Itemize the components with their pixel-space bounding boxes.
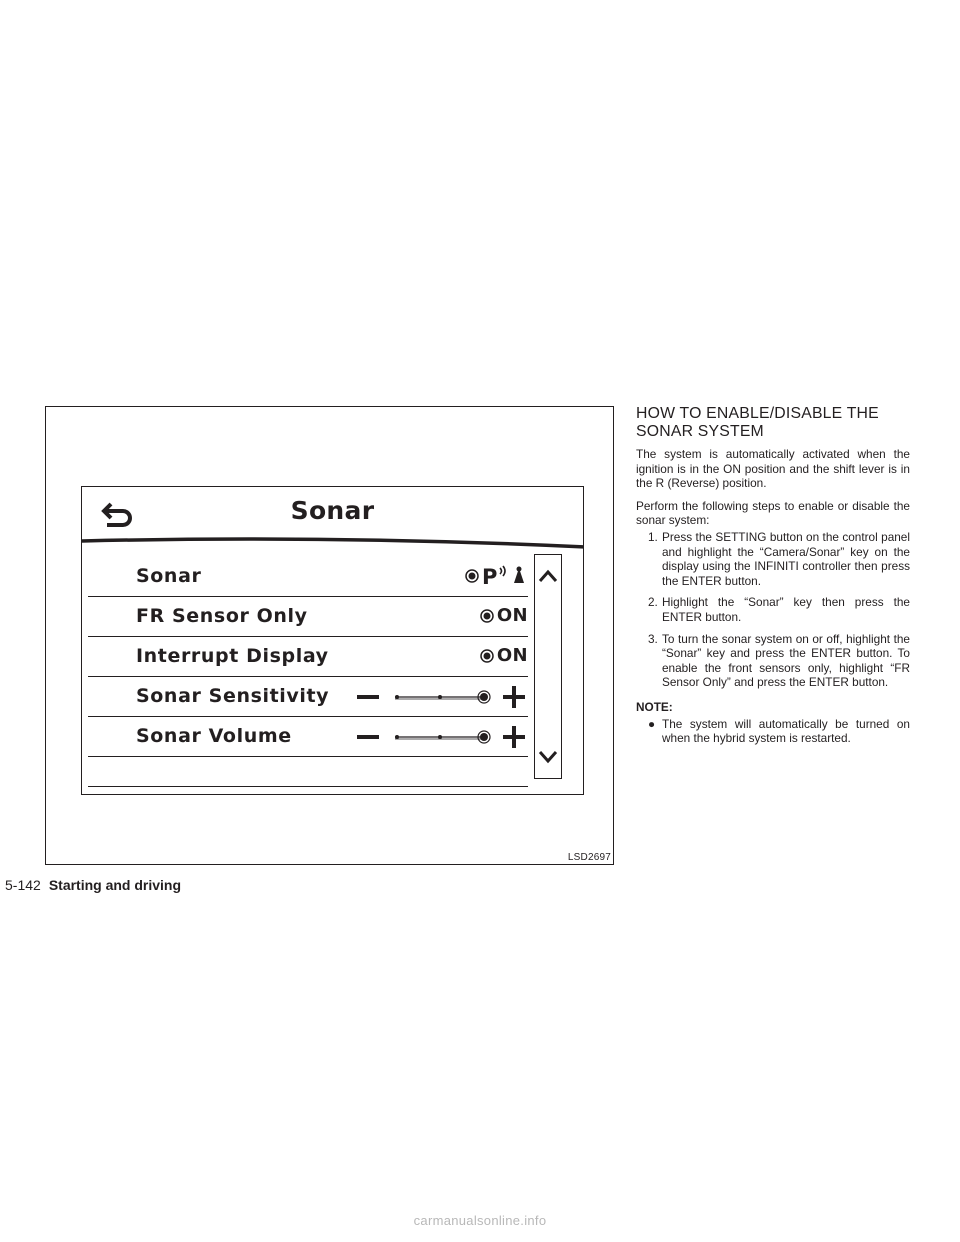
scroll-bar[interactable] xyxy=(534,554,562,779)
interrupt-display-indicator xyxy=(480,645,528,666)
parking-sonar-icon xyxy=(482,565,528,587)
note-item xyxy=(636,717,910,746)
intro-paragraph: The system is automatically activated when the ignition is in the ON position and the shift lever is in the R (Reverse) position. xyxy=(636,447,910,491)
page-number: 5-142 xyxy=(5,877,41,893)
radio-selected-icon xyxy=(465,569,479,583)
sonar-indicator xyxy=(465,565,528,587)
figure-code: LSD2697 xyxy=(567,852,611,863)
menu-label: Sonar xyxy=(136,565,202,587)
minus-icon xyxy=(357,735,379,739)
svg-text:P: P xyxy=(482,565,498,587)
bullet-icon: ● xyxy=(648,716,656,731)
page-footer xyxy=(5,877,181,893)
step-item xyxy=(636,595,910,624)
chevron-down-icon[interactable] xyxy=(538,750,558,764)
steps-intro-paragraph: Perform the following steps to enable or disable the sonar system: xyxy=(636,498,910,528)
step-text: To turn the sonar system on or off, highlight the “Sonar” key and press the ENTER button. To enable the front sensors only, highlight “FR Sensor Only” and press the ENTER button. xyxy=(662,631,910,690)
menu-label: Sonar Sensitivity xyxy=(136,685,330,707)
sonar-settings-figure xyxy=(45,406,614,865)
step-item xyxy=(636,530,910,588)
step-text: Press the SETTING button on the control panel and highlight the “Camera/Sonar” key on the display using the INFINITI controller then press the ENTER button. xyxy=(662,529,910,588)
menu-row-fr-sensor-only[interactable] xyxy=(88,597,528,637)
on-status: ON xyxy=(496,645,528,666)
menu-label: Sonar Volume xyxy=(136,725,292,747)
step-text: Highlight the “Sonar” key then press the ENTER button. xyxy=(662,595,910,624)
on-status: ON xyxy=(496,605,528,626)
section-heading: HOW TO ENABLE/DISABLE THE SONAR SYSTEM xyxy=(636,405,879,440)
step-number: 2. xyxy=(648,595,658,610)
menu-row-sonar-volume[interactable] xyxy=(88,717,528,757)
chevron-up-icon[interactable] xyxy=(538,569,558,583)
menu-label: Interrupt Display xyxy=(136,645,329,667)
volume-slider[interactable] xyxy=(353,723,528,751)
menu-row-sonar[interactable] xyxy=(88,557,528,597)
screen-header xyxy=(82,487,583,551)
steps-list xyxy=(636,530,910,690)
step-number: 1. xyxy=(648,529,658,544)
step-item xyxy=(636,632,910,690)
menu-row-sonar-sensitivity[interactable] xyxy=(88,677,528,717)
section-name: Starting and driving xyxy=(48,877,182,893)
text-column xyxy=(636,405,910,746)
minus-icon xyxy=(357,695,379,699)
radio-selected-icon xyxy=(480,649,494,663)
header-divider xyxy=(82,531,584,555)
menu-list xyxy=(88,557,528,787)
note-label: NOTE: xyxy=(636,699,673,714)
sensitivity-slider[interactable] xyxy=(353,683,528,711)
screen-title: Sonar xyxy=(290,496,375,525)
menu-row-empty xyxy=(88,757,528,787)
menu-label: FR Sensor Only xyxy=(136,605,308,627)
fr-sensor-indicator xyxy=(480,605,528,626)
radio-selected-icon xyxy=(480,609,494,623)
watermark: carmanualsonline.info xyxy=(413,1213,547,1228)
step-number: 3. xyxy=(648,631,658,646)
menu-row-interrupt-display[interactable] xyxy=(88,637,528,677)
note-text: The system will automatically be turned on when the hybrid system is restarted. xyxy=(662,716,910,746)
sonar-settings-screen xyxy=(81,486,584,795)
